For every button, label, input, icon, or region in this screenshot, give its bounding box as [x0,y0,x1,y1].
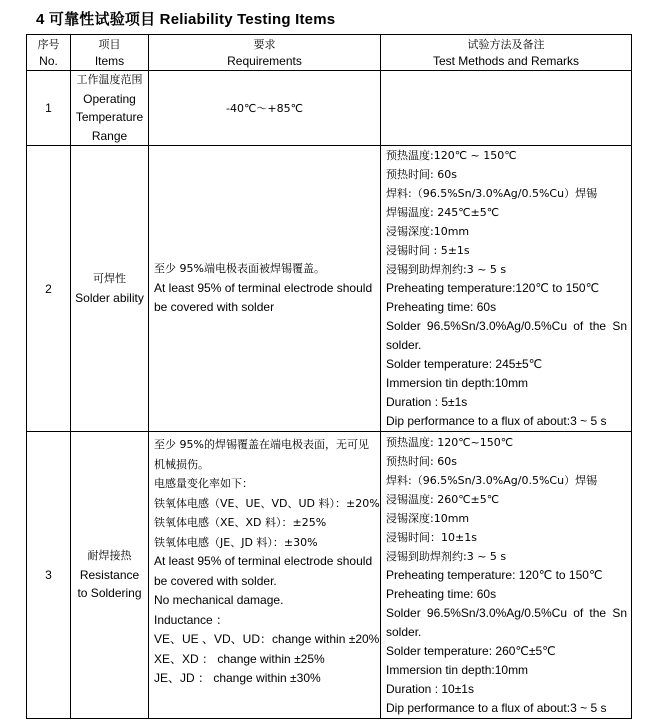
requirement-line: be covered with solder. [154,573,277,588]
row-no: 2 [27,146,71,432]
test-line: 浸锡到助焊剂约:3 ~ 5 s [386,263,507,276]
requirement-line: 机械损伤。 [154,457,209,471]
header-row [27,35,632,71]
item-cn: 耐焊接热 [87,549,132,563]
test-line: Immersion tin depth:10mm [386,663,529,677]
item-en-line: Operating [83,91,136,106]
header-no [27,35,71,71]
row-test [381,432,632,719]
test-line: 焊料:（96.5%Sn/3.0%Ag/0.5%Cu）焊锡 [386,187,598,200]
item-cn: 可焊性 [93,272,126,285]
test-line: solder. [386,338,422,352]
header-test-cn: 试验方法及备注 [467,38,545,51]
row-test [381,71,632,146]
header-test-methods [381,35,632,71]
header-item-cn: 项目 [98,38,121,51]
row-item [71,432,149,719]
header-req-en: Requirements [227,54,302,68]
item-en-line: Resistance [79,567,140,582]
requirement-line: 电感量变化率如下： [154,477,253,490]
header-item-en: Items [94,54,125,68]
row-requirement [149,146,381,432]
test-line: Dip performance to a flux of about:3 ~ 5 s [386,414,607,428]
test-line: Preheating time: 60s [386,300,497,314]
test-line: Preheating temperature: 120℃ to 150℃ [386,568,603,582]
test-line: 浸锡温度: 260℃±5℃ [386,493,500,506]
requirement-line: Inductance ： [154,612,229,627]
test-line: solder. [386,625,422,639]
test-line: Immersion tin depth:10mm [386,376,529,390]
requirement-line: 铁氧体电感（JE、JD 料）：±30% [154,535,318,549]
test-line: 浸锡到助焊剂约:3 ~ 5 s [386,550,507,563]
row-requirement [149,432,381,719]
item-en-line: to Soldering [77,586,142,601]
header-item [71,35,149,71]
item-cn: 工作温度范围 [76,73,143,86]
requirement-line: At least 95% of terminal electrode should [154,280,373,295]
item-en-line: Range [91,128,128,143]
test-line: Preheating time: 60s [386,587,497,601]
test-line: Duration : 10±1s [386,682,474,696]
section-title: 4 可靠性试验项目 Reliability Testing Items [36,11,336,28]
item-en-line: Solder ability [75,290,144,305]
test-line: Solder temperature: 260℃±5℃ [386,644,556,658]
test-line: Solder temperature: 245±5℃ [386,357,543,371]
test-line: Solder 96.5%Sn/3.0%Ag/0.5%Cu of the Sn [386,319,627,333]
requirement-line: 铁氧体电感（VE、UE、VD、UD 料）：±20% [154,496,380,510]
test-line: 预热温度: 120℃~150℃ [386,436,514,449]
test-line: 预热时间: 60s [386,168,457,181]
requirement-line: JE、JD ： change within ±30% [154,671,321,685]
requirement-line: 至少 95%的焊锡覆盖在端电极表面，无可见 [154,438,369,451]
test-line: Solder 96.5%Sn/3.0%Ag/0.5%Cu of the Sn [386,606,627,620]
test-line: 焊锡温度: 245℃±5℃ [386,206,500,219]
header-no-cn: 序号 [37,38,60,51]
row-no: 1 [27,71,71,146]
row-requirement: -40℃～+85℃ [149,71,381,146]
test-line: 焊料:（96.5%Sn/3.0%Ag/0.5%Cu）焊锡 [386,474,598,487]
row-item [71,146,149,432]
requirement-line: No mechanical damage. [154,593,284,607]
test-line: 浸锡深度:10mm [386,512,470,525]
test-line: 浸锡时间：10±1s [386,531,477,544]
row-test [381,146,632,432]
row-item [71,71,149,146]
requirement-line: 铁氧体电感（XE、XD 料）：±25% [154,516,327,529]
reliability-table [26,34,632,719]
requirement-line: At least 95% of terminal electrode should [154,554,373,568]
test-line: 浸锡时间 : 5±1s [386,244,470,257]
test-line: Preheating temperature:120℃ to 150℃ [386,281,600,295]
test-line: 预热时间: 60s [386,455,457,468]
table-row [27,146,632,432]
header-test-en: Test Methods and Remarks [432,54,580,68]
header-requirements [149,35,381,71]
table-row [27,71,632,146]
requirement-line: XE、XD ： change within ±25% [154,651,325,666]
item-en-line: Temperature [75,110,144,124]
test-line: 浸锡深度:10mm [386,225,470,238]
table-row [27,432,632,719]
test-line: Dip performance to a flux of about:3 ~ 5 s [386,701,607,715]
test-line: Duration : 5±1s [386,395,468,409]
requirement-line: 至少 95%端电极表面被焊锡覆盖。 [154,262,325,276]
requirement-line: be covered with solder [154,300,275,315]
header-req-cn: 要求 [253,38,276,51]
test-line: 预热温度:120℃ ~ 150℃ [386,149,517,162]
requirement-line: VE、UE 、VD、UD：change within ±20% [154,632,380,646]
header-no-en: No. [39,54,58,68]
row-no: 3 [27,432,71,719]
